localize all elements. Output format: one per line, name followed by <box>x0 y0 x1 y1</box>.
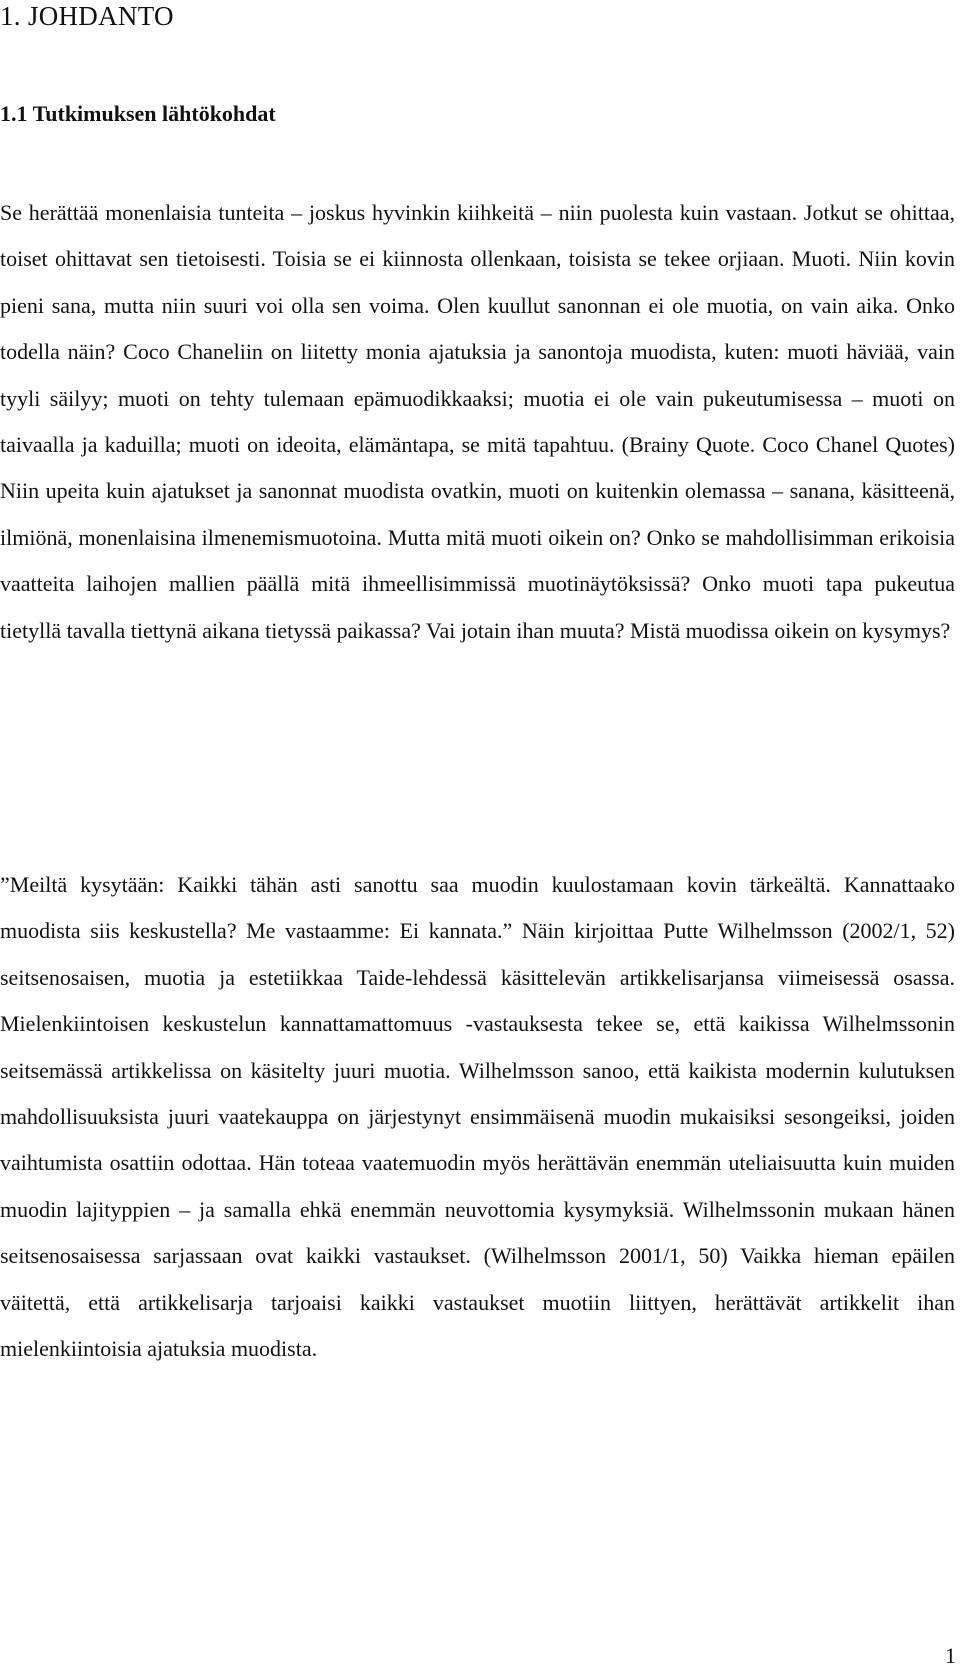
body-paragraph-1: Se herättää monenlaisia tunteita – joskus hyvinkin kiihkeitä – niin puolesta kuin vastaan. Jotkut se ohittaa, toiset ohittavat sen tietoisesti. Toisia se ei kiinnosta ollenkaan, toisista se tekee orjiaan. Muoti. Niin kovin pieni sana, mutta niin suuri voi olla sen voima. Olen kuullut sanonnan ei ole muotia, on vain aika. Onko todella näin? Coco Chaneliin on liitetty monia ajatuksia ja sanontoja muodista, kuten: muoti häviää, vain tyyli säilyy; muoti on tehty tulemaan epämuodikkaaksi; muotia ei ole vain pukeutumisessa – muoti on taivaalla ja kaduilla; muoti on ideoita, elämäntapa, se mitä tapahtuu. (Brainy Quote. Coco Chanel Quotes) Niin upeita kuin ajatukset ja sanonnat muodista ovatkin, muoti on kuitenkin olemassa – sanana, käsitteenä, ilmiönä, monenlaisina ilmenemismuotoina. Mutta mitä muoti oikein on? Onko se mahdollisimman erikoisia vaatteita laihojen mallien päällä mitä ihmeellisimmissä muotinäytöksissä? Onko muoti tapa pukeutua tietyllä tavalla tiettynä aikana tietyssä paikassa? Vai jotain ihan muuta? Mistä muodissa oikein on kysymys? <box>0 200 955 643</box>
body-paragraph-2: ”Meiltä kysytään: Kaikki tähän asti sanottu saa muodin kuulostamaan kovin tärkeältä. Kannattaako muodista siis keskustella? Me vastaamme: Ei kannata.” Näin kirjoittaa Putte Wilhelmsson (2002/1, 52) seitsenosaisen, muotia ja estetiikkaa Taide-lehdessä käsittelevän artikkelisarjansa viimeisessä osassa. Mielenkiintoisen keskustelun kannattamattomuus -vastauksesta tekee se, että kaikissa Wilhelmssonin seitsemässä artikkelissa on käsitelty juuri muotia. Wilhelmsson sanoo, että kaikista modernin kulutuksen mahdollisuuksista juuri vaatekauppa on järjestynyt ensimmäisenä muodin mukaisiksi sesongeiksi, joiden vaihtumista osattiin odottaa. Hän toteaa vaatemuodin myös herättävän enemmän uteliaisuutta kuin muiden muodin lajityppien – ja samalla ehkä enemmän neuvottomia kysymyksiä. Wilhelmssonin mukaan hänen seitsenosaisessa sarjassaan ovat kaikki vastaukset. (Wilhelmsson 2001/1, 50) Vaikka hieman epäilen väitettä, että artikkelisarja tarjoaisi kaikki vastaukset muotiin liittyen, herättävät artikkelit ihan mielenkiintoisia ajatuksia muodista. <box>0 872 955 1362</box>
section-title: 1.1 Tutkimuksen lähtökohdat <box>0 101 276 126</box>
chapter-title: 1. JOHDANTO <box>0 1 174 31</box>
page-number: 1 <box>945 1643 956 1668</box>
